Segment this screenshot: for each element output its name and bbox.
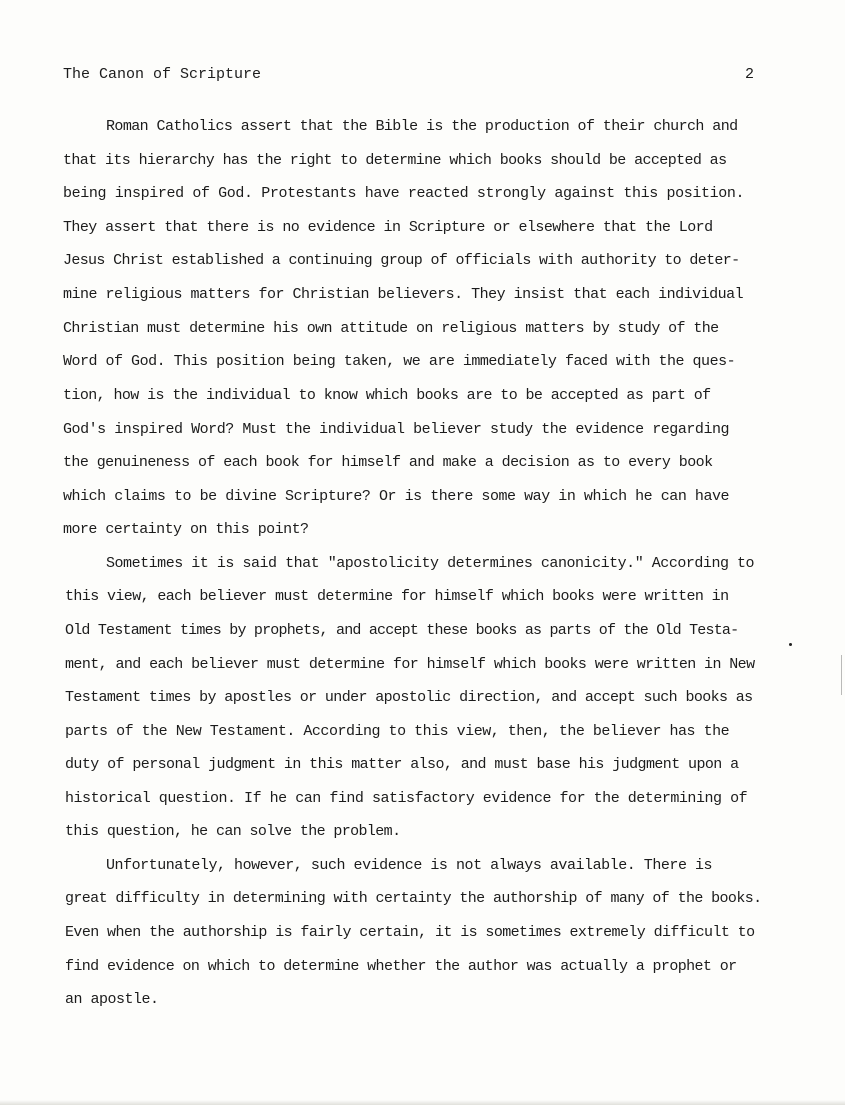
scan-bottom-edge	[0, 1100, 845, 1105]
text-line: Roman Catholics assert that the Bible is the production of their church and	[106, 118, 738, 135]
text-line: more certainty on this point?	[63, 521, 309, 538]
text-line: Unfortunately, however, such evidence is not always available. There is	[106, 857, 713, 874]
text-line: great difficulty in determining with certainty the authorship of many of the books.	[65, 890, 762, 907]
text-line: an apostle.	[65, 991, 159, 1008]
page-title: The Canon of Scripture	[63, 66, 262, 83]
text-line: Even when the authorship is fairly certain, it is sometimes extremely difficult to	[65, 924, 755, 941]
text-line: tion, how is the individual to know which books are to be accepted as part of	[63, 387, 711, 404]
text-line: find evidence on which to determine whether the author was actually a prophet or	[65, 958, 737, 975]
text-line: the genuineness of each book for himself and make a decision as to every book	[63, 454, 713, 471]
text-line: mine religious matters for Christian believers. They insist that each individual	[63, 286, 744, 303]
text-line: God's inspired Word? Must the individual believer study the evidence regarding	[63, 421, 730, 438]
text-line: Christian must determine his own attitude on religious matters by study of the	[63, 320, 719, 337]
page-number: 2	[745, 66, 755, 83]
text-line: that its hierarchy has the right to determine which books should be accepted as	[63, 152, 727, 169]
scan-edge-mark	[841, 655, 842, 695]
text-line: Jesus Christ established a continuing group of officials with authority to deter-	[63, 252, 740, 269]
text-line: ment, and each believer must determine for himself which books were written in New	[65, 656, 755, 673]
text-line: this view, each believer must determine for himself which books were written in	[65, 588, 729, 605]
text-line: Testament times by apostles or under apostolic direction, and accept such books as	[65, 689, 753, 706]
text-line: Word of God. This position being taken, we are immediately faced with the ques-	[63, 353, 736, 370]
ink-speck	[789, 643, 792, 646]
text-line: historical question. If he can find satisfactory evidence for the determining of	[65, 790, 748, 807]
text-line: parts of the New Testament. According to this view, then, the believer has the	[65, 723, 730, 740]
text-line: They assert that there is no evidence in Scripture or elsewhere that the Lord	[63, 219, 713, 236]
text-line: being inspired of God. Protestants have reacted strongly against this position.	[63, 185, 745, 202]
text-line: this question, he can solve the problem.	[65, 823, 401, 840]
text-line: which claims to be divine Scripture? Or is there some way in which he can have	[63, 488, 730, 505]
text-line: Old Testament times by prophets, and accept these books as parts of the Old Testa-	[65, 622, 739, 639]
text-line: duty of personal judgment in this matter also, and must base his judgment upon a	[65, 756, 739, 773]
text-line: Sometimes it is said that "apostolicity determines canonicity." According to	[106, 555, 755, 572]
